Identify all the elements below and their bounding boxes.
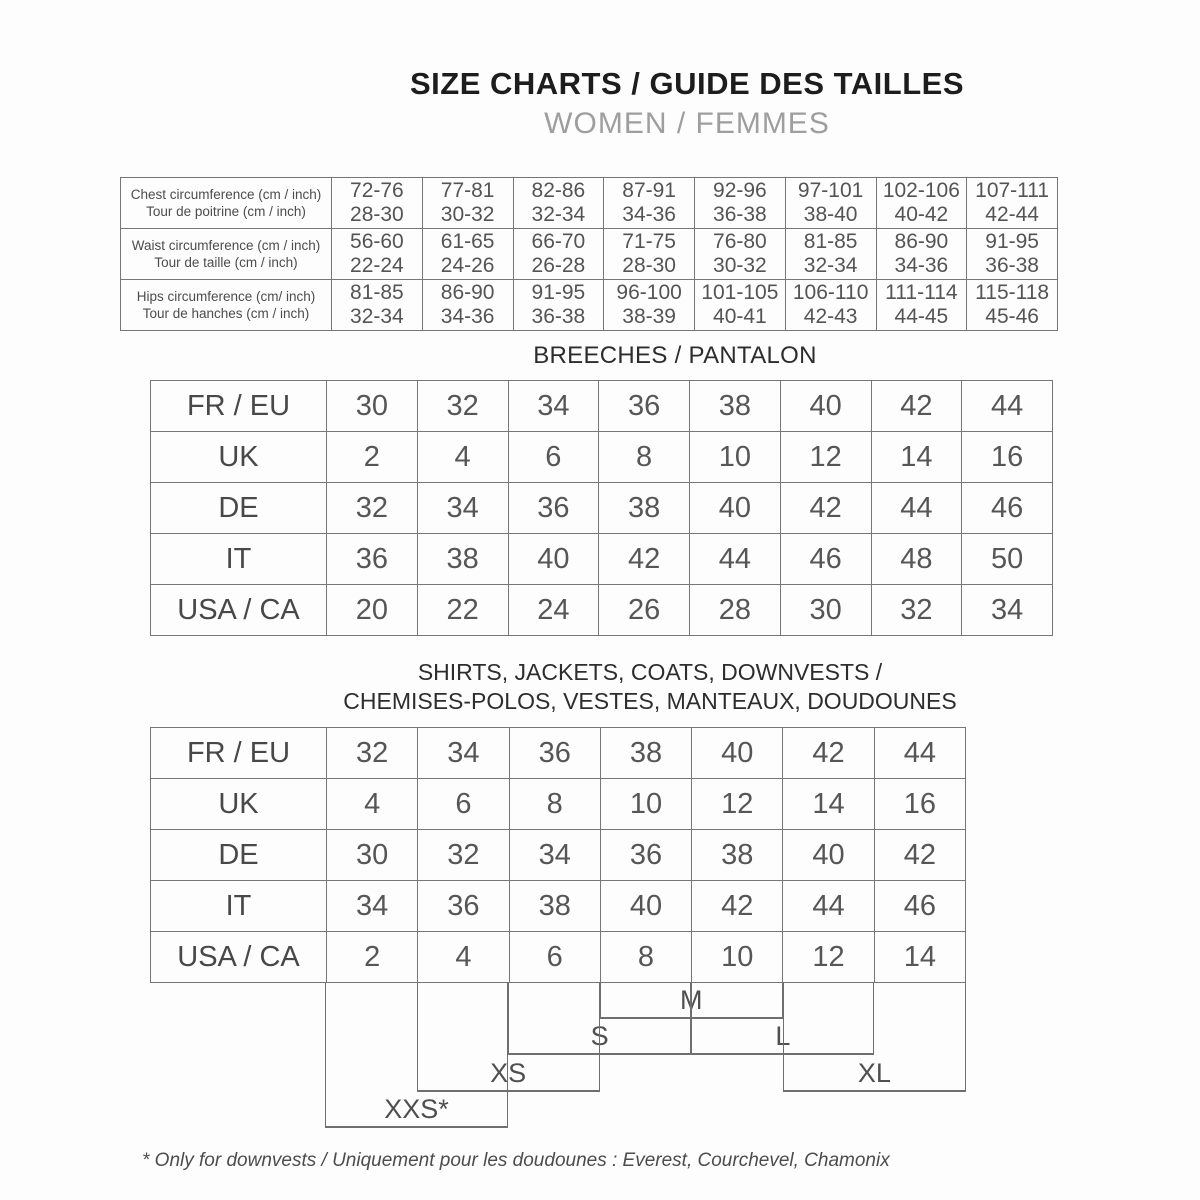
size-bracket-label: XS [490,1057,527,1088]
size-cell: 46 [962,483,1053,534]
size-cell: 14 [783,779,874,830]
measurement-value-cell: 107-111 42-44 [967,178,1058,229]
size-row-label: UK [151,779,327,830]
size-cell: 46 [874,881,965,932]
size-row [151,432,1053,483]
measurement-value-cell: 91-95 36-38 [513,280,604,331]
page-title: SIZE CHARTS / GUIDE DES TAILLES [409,66,965,101]
size-cell: 42 [692,881,783,932]
size-cell: 34 [509,830,600,881]
size-cell: 36 [600,830,691,881]
size-cell: 32 [418,830,509,881]
title-block [287,66,1087,141]
page-subtitle: WOMEN / FEMMES [544,107,830,140]
size-row [151,830,966,881]
size-cell: 40 [600,881,691,932]
size-cell: 40 [690,483,781,534]
measurement-value-cell: 77-81 30-32 [422,178,513,229]
size-cell: 32 [417,381,508,432]
size-cell: 34 [417,483,508,534]
shirts-heading [250,658,1050,716]
measurement-value-cell: 86-90 34-36 [876,229,967,280]
breeches-table-body [151,381,1053,636]
size-cell: 6 [508,432,599,483]
size-bracket-label: S [590,1021,609,1051]
measurement-value-cell: 92-96 36-38 [695,178,786,229]
size-cell: 10 [692,932,783,983]
measurement-row-label: Hips circumference (cm/ inch) Tour de hanches (cm / inch) [121,280,332,331]
size-cell: 34 [508,381,599,432]
size-cell: 22 [417,585,508,636]
size-cell: 8 [600,932,691,983]
size-cell: 38 [417,534,508,585]
size-cell: 36 [509,728,600,779]
shirts-table-body [151,728,966,983]
measurement-value-cell: 87-91 34-36 [604,178,695,229]
size-cell: 4 [417,432,508,483]
size-cell: 32 [327,483,418,534]
size-cell: 2 [327,432,418,483]
size-row-label: FR / EU [151,728,327,779]
size-cell: 2 [327,932,418,983]
measurement-value-cell: 61-65 24-26 [422,229,513,280]
size-row [151,534,1053,585]
measurement-value-cell: 106-110 42-43 [785,280,876,331]
measurement-row-label: Waist circumference (cm / inch) Tour de taille (cm / inch) [121,229,332,280]
measurement-value-cell: 72-76 28-30 [332,178,423,229]
size-cell: 44 [690,534,781,585]
size-cell: 30 [327,830,418,881]
size-cell: 36 [418,881,509,932]
size-row [151,483,1053,534]
size-cell: 42 [599,534,690,585]
size-cell: 44 [871,483,962,534]
measurement-value-cell: 102-106 40-42 [876,178,967,229]
size-cell: 16 [874,779,965,830]
size-row-label: DE [151,483,327,534]
size-cell: 44 [874,728,965,779]
size-bracket-diagram [150,982,966,1137]
measurement-value-cell: 81-85 32-34 [785,229,876,280]
size-cell: 36 [508,483,599,534]
size-cell: 44 [783,881,874,932]
footnote: * Only for downvests / Uniquement pour les doudounes : Everest, Courchevel, Chamonix [142,1150,890,1171]
size-cell: 50 [962,534,1053,585]
size-cell: 36 [599,381,690,432]
size-bracket-label: XXS* [384,1094,449,1124]
size-cell: 6 [418,779,509,830]
size-cell: 44 [962,381,1053,432]
size-cell: 48 [871,534,962,585]
size-row [151,381,1053,432]
size-cell: 24 [508,585,599,636]
size-row [151,881,966,932]
size-cell: 36 [327,534,418,585]
shirts-table [150,727,966,983]
size-cell: 34 [962,585,1053,636]
size-cell: 16 [962,432,1053,483]
measurement-row [121,280,1058,331]
measurement-value-cell: 111-114 44-45 [876,280,967,331]
measurements-table [120,177,1058,331]
measurement-row-label: Chest circumference (cm / inch) Tour de poitrine (cm / inch) [121,178,332,229]
measurement-value-cell: 81-85 32-34 [332,280,423,331]
shirts-heading-line2: CHEMISES-POLOS, VESTES, MANTEAUX, DOUDOUNES [343,688,957,714]
size-cell: 40 [783,830,874,881]
size-cell: 4 [418,932,509,983]
size-cell: 30 [327,381,418,432]
measurement-value-cell: 115-118 45-46 [967,280,1058,331]
size-cell: 26 [599,585,690,636]
size-cell: 42 [874,830,965,881]
size-row-label: FR / EU [151,381,327,432]
size-cell: 38 [692,830,783,881]
measurement-value-cell: 71-75 28-30 [604,229,695,280]
size-bracket-label: L [775,1021,791,1051]
size-cell: 20 [327,585,418,636]
size-cell: 14 [874,932,965,983]
measurements-table-body [121,178,1058,331]
size-cell: 38 [690,381,781,432]
size-row-label: IT [151,534,327,585]
size-bracket-xl [783,982,966,1092]
size-cell: 28 [690,585,781,636]
size-cell: 34 [327,881,418,932]
size-cell: 12 [692,779,783,830]
size-cell: 12 [783,932,874,983]
size-row-label: DE [151,830,327,881]
measurement-value-cell: 82-86 32-34 [513,178,604,229]
size-cell: 32 [871,585,962,636]
size-cell: 40 [508,534,599,585]
size-row [151,779,966,830]
size-cell: 38 [599,483,690,534]
size-row [151,728,966,779]
size-cell: 38 [509,881,600,932]
size-row-label: UK [151,432,327,483]
size-row-label: USA / CA [151,932,327,983]
size-cell: 42 [780,483,871,534]
size-bracket-label: XL [857,1057,891,1088]
size-cell: 40 [780,381,871,432]
size-cell: 10 [600,779,691,830]
measurement-value-cell: 91-95 36-38 [967,229,1058,280]
size-cell: 46 [780,534,871,585]
size-cell: 8 [509,779,600,830]
size-cell: 32 [327,728,418,779]
size-row-label: USA / CA [151,585,327,636]
breeches-heading: BREECHES / PANTALON [533,342,817,369]
measurement-value-cell: 66-70 26-28 [513,229,604,280]
size-cell: 30 [780,585,871,636]
measurement-value-cell: 97-101 38-40 [785,178,876,229]
size-row [151,932,966,983]
size-bracket-label: M [679,984,703,1015]
size-row [151,585,1053,636]
measurement-value-cell: 76-80 30-32 [695,229,786,280]
size-cell: 12 [780,432,871,483]
measurement-value-cell: 56-60 22-24 [332,229,423,280]
breeches-table [150,380,1053,636]
measurement-value-cell: 86-90 34-36 [422,280,513,331]
measurement-value-cell: 101-105 40-41 [695,280,786,331]
measurement-row [121,229,1058,280]
size-cell: 6 [509,932,600,983]
size-cell: 42 [783,728,874,779]
size-bracket-xxs [325,982,508,1128]
size-cell: 42 [871,381,962,432]
size-cell: 14 [871,432,962,483]
shirts-heading-line1: SHIRTS, JACKETS, COATS, DOWNVESTS / [417,659,883,685]
measurement-value-cell: 96-100 38-39 [604,280,695,331]
size-cell: 38 [600,728,691,779]
size-cell: 10 [690,432,781,483]
size-row-label: IT [151,881,327,932]
size-cell: 4 [327,779,418,830]
size-cell: 34 [418,728,509,779]
size-cell: 8 [599,432,690,483]
size-cell: 40 [692,728,783,779]
measurement-row [121,178,1058,229]
